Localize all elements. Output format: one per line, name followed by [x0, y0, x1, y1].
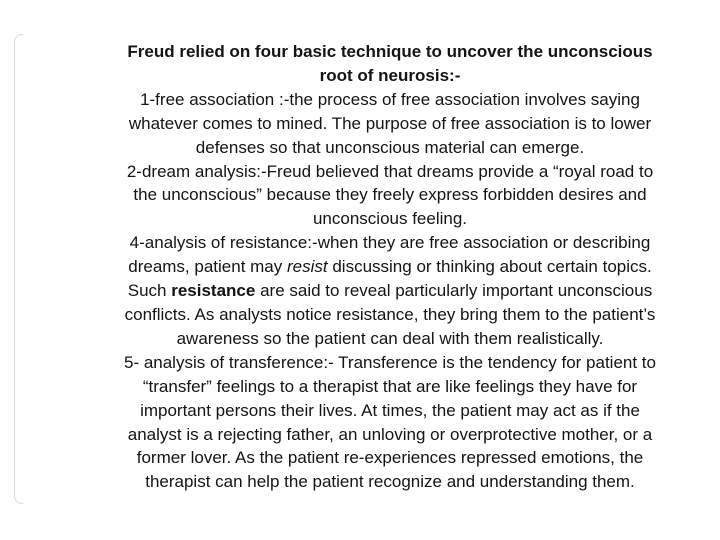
slide-body — [68, 40, 712, 494]
dream-analysis-line-3: unconscious feeling. — [312, 209, 468, 229]
resistance-line-2-start: dreams, patient may — [128, 257, 287, 277]
resist-emphasis: resist — [287, 257, 328, 277]
transference-line-4: analyst is a rejecting father, an unloving or overprotective mother, or a — [127, 424, 653, 444]
resistance-term: resistance — [171, 281, 256, 301]
resistance-line-4: conflicts. As analysts notice resistance, they bring them to the patient’s — [124, 304, 656, 324]
free-association-line-1: 1-free association :-the process of free association involves saying — [140, 89, 640, 109]
transference-line-1: 5- analysis of transference:- Transference is the tendency for patient to — [123, 352, 656, 372]
resistance-line-5: awareness so the patient can deal with them realistically. — [176, 328, 604, 348]
dream-analysis-line-2: the unconscious” because they freely express forbidden desires and — [133, 185, 647, 205]
transference-line-5: former lover. As the patient re-experiences repressed emotions, the — [136, 448, 644, 468]
slide-title-line-2: root of neurosis:- — [319, 65, 461, 85]
dream-analysis-line-1: 2-dream analysis:-Freud believed that dreams provide a “royal road to — [126, 161, 654, 181]
resistance-line-3 — [68, 279, 712, 303]
free-association-line-2: whatever comes to mined. The purpose of free association is to lower — [128, 113, 652, 133]
resistance-line-1: 4-analysis of resistance:-when they are free association or describing — [129, 233, 651, 253]
left-bracket-decoration — [14, 34, 23, 504]
slide-title-line-1: Freud relied on four basic technique to uncover the unconscious — [127, 42, 653, 61]
transference-line-3: important persons their lives. At times, the patient may act as if the — [140, 400, 640, 420]
resistance-line-3-end: are said to reveal particularly important unconscious — [255, 281, 653, 301]
resistance-line-2 — [68, 255, 712, 279]
resistance-line-2-end: discussing or thinking about certain topics. — [327, 257, 652, 277]
resistance-line-3-start: Such — [127, 281, 172, 301]
transference-line-6: therapist can help the patient recognize and understanding them. — [145, 472, 635, 492]
transference-line-2: “transfer” feelings to a therapist that are like feelings they have for — [142, 376, 638, 396]
free-association-line-3: defenses so that unconscious material can emerge. — [195, 137, 585, 157]
